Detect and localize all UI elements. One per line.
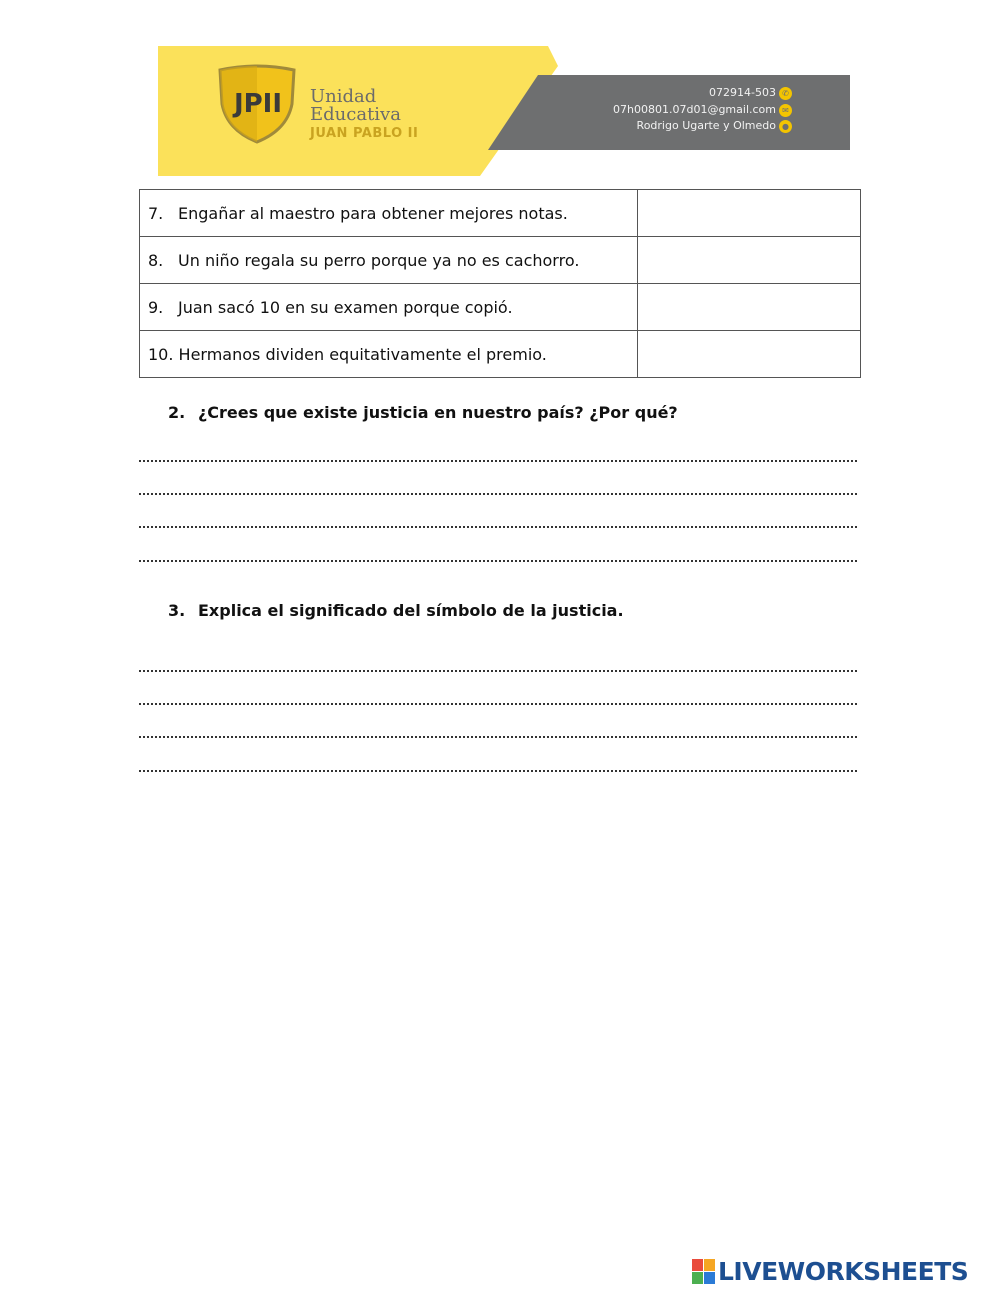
answer-cell[interactable] — [638, 284, 861, 331]
answer-cell[interactable] — [638, 237, 861, 284]
logo-text: JPII — [233, 89, 283, 119]
answer-line[interactable] — [139, 560, 857, 562]
answer-line[interactable] — [139, 670, 857, 672]
row-text: Engañar al maestro para obtener mejores notas. — [178, 203, 568, 223]
school-name-line1: Unidad — [310, 86, 377, 107]
row-text: Hermanos dividen equitativamente el premio. — [178, 344, 547, 364]
answer-line[interactable] — [139, 770, 857, 772]
answer-line[interactable] — [139, 703, 857, 705]
row-text: Juan sacó 10 en su examen porque copió. — [178, 297, 513, 317]
answer-line[interactable] — [139, 460, 857, 462]
question-text: ¿Crees que existe justicia en nuestro país? ¿Por qué? — [198, 403, 678, 422]
row-number: 10. — [148, 344, 174, 364]
question-text: Explica el significado del símbolo de la justicia. — [198, 601, 624, 620]
school-banner — [158, 46, 850, 176]
contact-address: Rodrigo Ugarte y Olmedo — [636, 119, 776, 132]
answer-cell[interactable] — [638, 190, 861, 237]
statements-table — [139, 189, 861, 378]
answer-cell[interactable] — [638, 331, 861, 378]
row-text: Un niño regala su perro porque ya no es cachorro. — [178, 250, 580, 270]
answer-line[interactable] — [139, 736, 857, 738]
school-name-line2: Educativa — [310, 104, 401, 125]
question-2 — [168, 403, 678, 422]
liveworksheets-logo-icon — [692, 1259, 714, 1283]
location-icon: ● — [779, 120, 792, 133]
table-row — [140, 284, 861, 331]
school-name — [310, 88, 401, 124]
school-shield-logo — [212, 64, 302, 144]
contact-email: 07h00801.07d01@gmail.com — [613, 103, 776, 116]
contact-phone: 072914-503 — [709, 86, 776, 99]
brand-text: LIVEWORKSHEETS — [718, 1256, 969, 1286]
row-number: 8. — [148, 250, 164, 270]
table-row — [140, 190, 861, 237]
table-row — [140, 331, 861, 378]
question-3 — [168, 601, 624, 620]
liveworksheets-brand — [692, 1256, 968, 1286]
row-number: 9. — [148, 297, 164, 317]
question-number: 2. — [168, 403, 186, 422]
answer-line[interactable] — [139, 526, 857, 528]
question-number: 3. — [168, 601, 186, 620]
row-number: 7. — [148, 203, 164, 223]
school-subtitle: JUAN PABLO II — [310, 126, 419, 141]
email-icon: ✉ — [779, 104, 792, 117]
table-row — [140, 237, 861, 284]
phone-icon: ✆ — [779, 87, 792, 100]
answer-line[interactable] — [139, 493, 857, 495]
